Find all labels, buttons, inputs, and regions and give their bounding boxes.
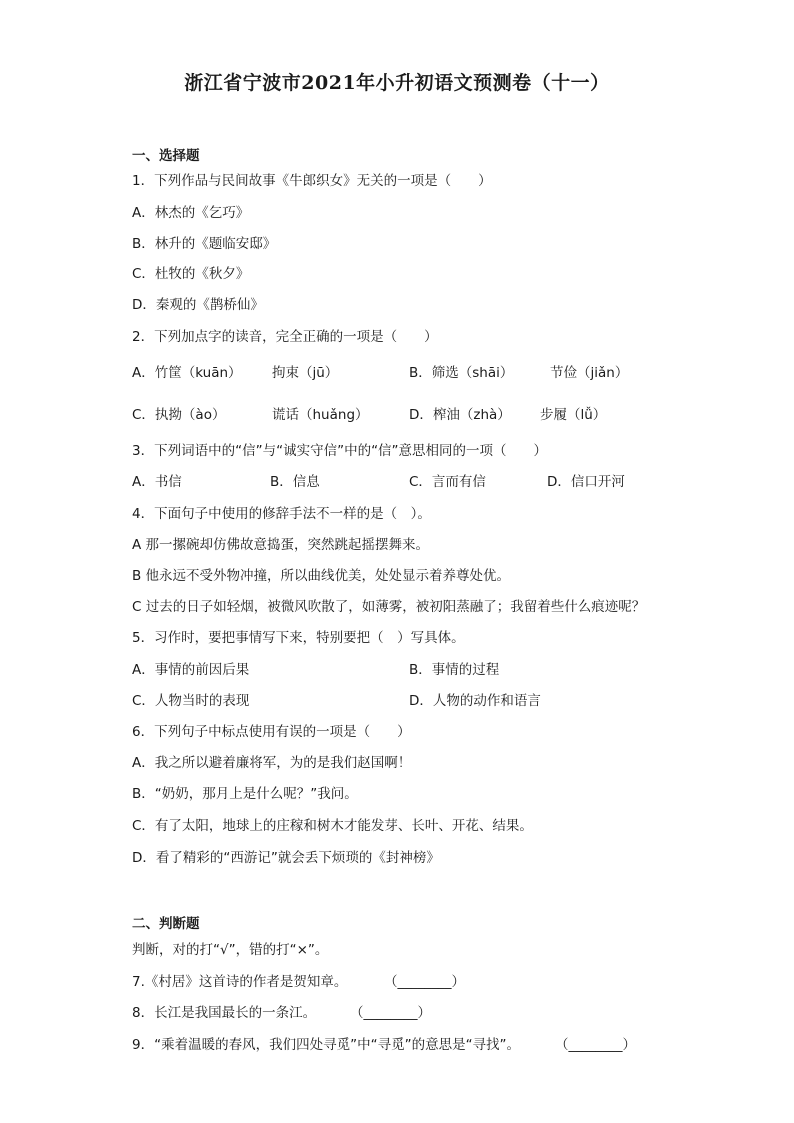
question-4-option-a: A 那一摞碗却仿佛故意捣蛋，突然跳起摇摆舞来。	[132, 537, 430, 553]
question-9-text: 9．“乘着温暖的春风，我们四处寻觅”中“寻觅”的意思是“寻找”。	[132, 1037, 521, 1053]
question-2-option-d-2: 步履（lǚ）	[540, 407, 607, 423]
question-9-row	[132, 1036, 652, 1054]
question-8-text: 8．长江是我国最长的一条江。	[132, 1005, 317, 1021]
question-8-row	[132, 1004, 532, 1022]
question-3-option-c: C．言而有信	[409, 474, 486, 490]
question-6-option-c: C．有了太阳，地球上的庄稼和树木才能发芽、长叶、开花、结果。	[132, 818, 533, 834]
question-4-option-b: B 他永远不受外物冲撞，所以曲线优美，处处显示着养尊处优。	[132, 568, 511, 584]
question-2-option-c-2: 谎话（huǎng）	[272, 407, 369, 423]
question-2-option-a-1: A．竹筐（kuān）	[132, 365, 242, 381]
question-4-option-c: C 过去的日子如轻烟，被微风吹散了，如薄雾，被初阳蒸融了；我留着些什么痕迹呢？	[132, 599, 646, 615]
question-1-option-d: D．秦观的《鹊桥仙》	[132, 297, 264, 313]
question-1-stem: 1．下列作品与民间故事《牛郎织女》无关的一项是（ ）	[132, 173, 492, 189]
question-2-stem: 2．下列加点字的读音，完全正确的一项是（ ）	[132, 329, 438, 345]
question-2-option-a-2: 拘束（jū）	[272, 365, 339, 381]
question-9-answer-blank[interactable]: （________）	[555, 1037, 636, 1053]
page-title: 浙江省宁波市2021年小升初语文预测卷（十一）	[184, 72, 610, 94]
section-heading-choice: 一、选择题	[132, 148, 200, 164]
question-3-option-b: B．信息	[270, 474, 320, 490]
question-5-option-a: A．事情的前因后果	[132, 662, 250, 678]
section-heading-judge: 二、判断题	[132, 916, 200, 932]
question-2-option-b-2: 节俭（jiǎn）	[550, 365, 629, 381]
question-5-option-d: D．人物的动作和语言	[409, 693, 541, 709]
question-1-option-a: A．林杰的《乞巧》	[132, 205, 250, 221]
question-1-option-b: B．林升的《题临安邸》	[132, 236, 277, 252]
question-8-answer-blank[interactable]: （________）	[350, 1005, 431, 1021]
question-3-stem: 3．下列词语中的“信”与“诚实守信”中的“信”意思相同的一项（ ）	[132, 443, 548, 459]
question-3-option-d: D．信口开河	[547, 474, 625, 490]
question-7-answer-blank[interactable]: （________）	[384, 974, 465, 990]
question-5-option-b: B．事情的过程	[409, 662, 500, 678]
question-5-option-c: C．人物当时的表现	[132, 693, 250, 709]
question-2-option-b-1: B．筛选（shāi）	[409, 365, 514, 381]
question-6-option-a: A．我之所以避着廉将军，为的是我们赵国啊！	[132, 755, 412, 771]
question-6-stem: 6．下列句子中标点使用有误的一项是（ ）	[132, 724, 411, 740]
question-2-option-d-1: D．榨油（zhà）	[409, 407, 511, 423]
judge-instruction: 判断，对的打“√”，错的打“×”。	[132, 942, 329, 958]
question-7-text: 7.《村居》这首诗的作者是贺知章。	[132, 974, 348, 990]
question-3-option-a: A．书信	[132, 474, 182, 490]
question-6-option-b: B．“奶奶，那月上是什么呢？”我问。	[132, 786, 358, 802]
question-4-stem: 4．下面句子中使用的修辞手法不一样的是（ ）。	[132, 506, 431, 522]
question-1-option-c: C．杜牧的《秋夕》	[132, 266, 250, 282]
question-2-option-c-1: C．执拗（ào）	[132, 407, 226, 423]
question-5-stem: 5．习作时，要把事情写下来，特别要把（ ）写具体。	[132, 630, 465, 646]
question-7-row	[132, 973, 532, 991]
question-6-option-d: D．看了精彩的“西游记”就会丢下烦琐的《封神榜》	[132, 850, 440, 866]
